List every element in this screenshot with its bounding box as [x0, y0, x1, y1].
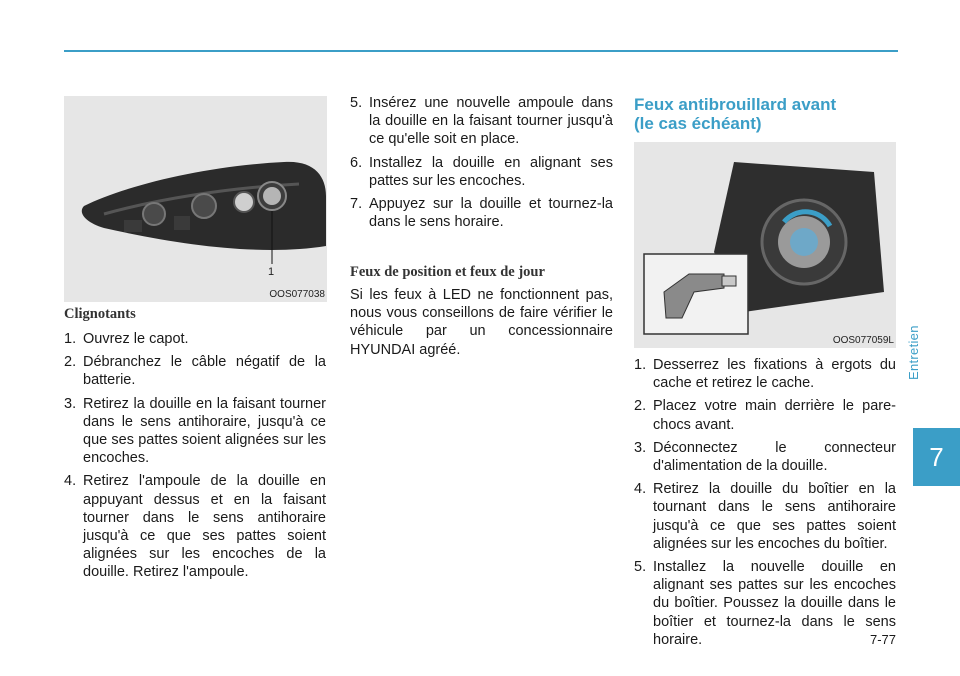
fog-lamp-steps	[634, 356, 896, 654]
fog-lamp-figure	[634, 142, 896, 348]
figure-callout-1: 1	[268, 266, 275, 278]
fog-lamp-illustration	[634, 142, 896, 348]
list-item: 1. Ouvrez le capot.	[64, 331, 189, 347]
list-item: 2. Placez votre main derrière le pare-chocs avant.	[634, 398, 896, 433]
list-item: 1. Desserrez les fixations à ergots du cache et retirez le cache.	[634, 357, 896, 392]
figure-code: OOS077059L	[832, 335, 894, 346]
page-number: 7-77	[869, 632, 896, 647]
bulb-install-steps	[350, 94, 613, 236]
figure-code: OOS077038	[269, 289, 325, 300]
list-item: 5. Insérez une nouvelle ampoule dans la douille en la faisant tourner jusqu'à ce qu'elle soit en place.	[350, 95, 613, 148]
headlamp-illustration	[64, 96, 327, 302]
chapter-label: Entretien	[906, 325, 921, 380]
list-item: 3. Retirez la douille en la faisant tourner dans le sens antihoraire, jusqu'à ce que ses pattes soient alignées sur les encoches.	[64, 395, 326, 467]
turn-signal-steps	[64, 330, 326, 587]
list-item: 4. Retirez la douille du boîtier en la tournant dans le sens antihoraire jusqu'à ce que ses pattes soient alignées sur les encoches du boîtier.	[634, 481, 896, 552]
list-item: 2. Débranchez le câble négatif de la batterie.	[64, 354, 326, 389]
section-heading-fog-lamps: Feux antibrouillard avant (le cas échéant)	[634, 95, 837, 133]
header-rule	[64, 50, 898, 52]
section-heading-position-lights: Feux de position et feux de jour	[350, 264, 545, 280]
list-item: 3. Déconnectez le connecteur d'alimentation de la douille.	[634, 439, 896, 475]
list-item: 5. Installez la nouvelle douille en alignant ses pattes sur les encoches du boîtier. Poussez la douille dans le boîtier et tournez-la dans le sens horaire.	[634, 559, 896, 648]
turn-signal-figure	[64, 96, 327, 302]
list-item: 7. Appuyez sur la douille et tournez-la dans le sens horaire.	[350, 196, 613, 231]
list-item: 6. Installez la douille en alignant ses pattes sur les encoches.	[350, 154, 613, 189]
section-heading-turn-signals: Clignotants	[64, 306, 136, 322]
chapter-tab[interactable]: 7	[913, 428, 960, 486]
position-lights-paragraph: Si les feux à LED ne fonctionnent pas, nous vous conseillons de faire vérifier le véhicule par un concessionnaire HYUNDAI agréé.	[350, 287, 613, 358]
list-item: 4. Retirez l'ampoule de la douille en appuyant dessus et en la faisant tourner dans le sens antihoraire jusqu'à ce que ses pattes soient alignées sur les encoches de la douille. Retirez l'ampoule.	[64, 473, 326, 581]
